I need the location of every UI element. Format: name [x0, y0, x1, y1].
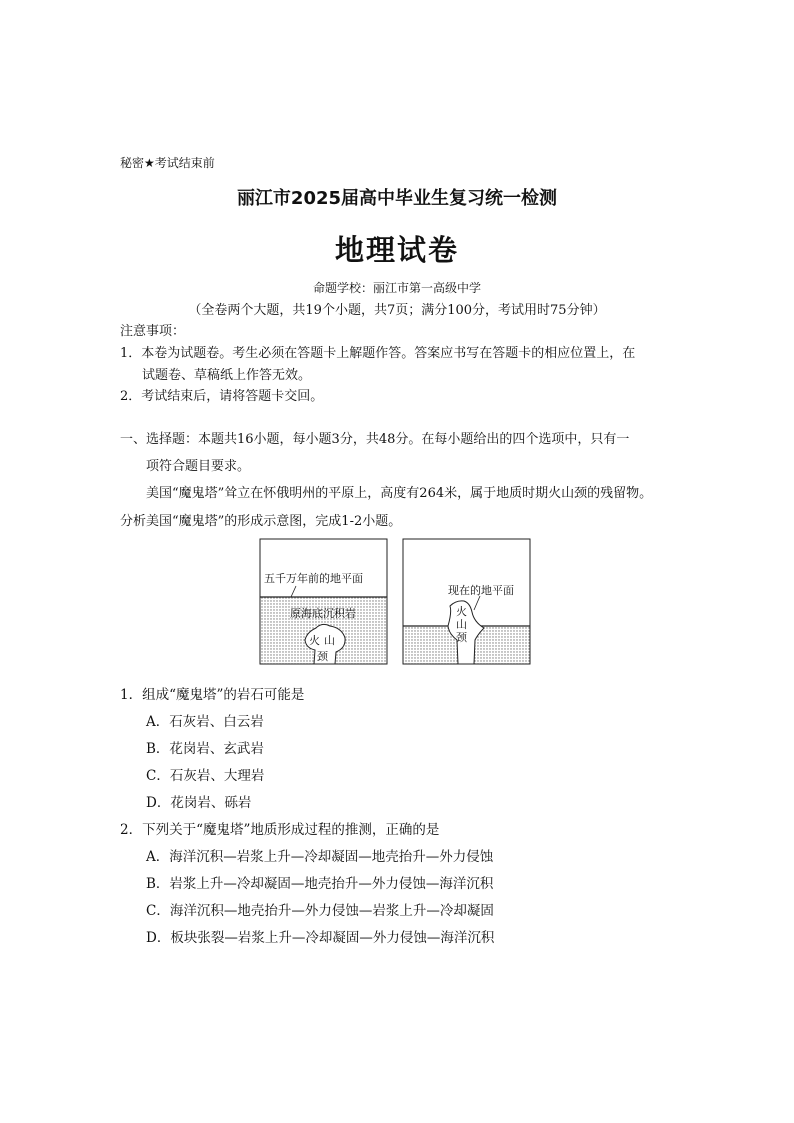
question-2-stem: 2．下列关于“魔鬼塔”地质形成过程的推测，正确的是 — [120, 822, 440, 838]
notice-title: 注意事项： — [120, 324, 186, 339]
neck-label-char-1: 火 — [309, 634, 320, 647]
notice-item-2: 2．考试结束后，请将答题卡交回。 — [120, 389, 324, 404]
question-2-option-a: A．海洋沉积—岩浆上升—冷却凝固—地壳抬升—外力侵蚀 — [146, 849, 494, 865]
diagram-left-panel — [260, 539, 387, 664]
ancient-ground-label: 五千万年前的地平面 — [264, 572, 363, 585]
question-1-option-d: D．花岗岩、砾岩 — [146, 795, 252, 811]
neck-label-char-1-right: 火 — [456, 605, 467, 618]
question-2-option-d: D．板块张裂—岩浆上升—冷却凝固—外力侵蚀—海洋沉积 — [146, 930, 495, 946]
notice-item-1: 1．本卷为试题卷。考生必须在答题卡上解题作答。答案应书写在答题卡的相应位置上，在 — [120, 346, 636, 361]
neck-label-char-3-right: 颈 — [456, 631, 467, 644]
question-2-option-c: C．海洋沉积—地壳抬升—外力侵蚀—岩浆上升—冷却凝固 — [146, 903, 494, 919]
exam-scope: （全卷两个大题，共19个小题，共7页；满分100分，考试用时75分钟） — [188, 303, 606, 318]
question-1-option-c: C．石灰岩、大理岩 — [146, 768, 265, 784]
neck-label-char-2: 山 — [324, 634, 335, 647]
question-2-option-b: B．岩浆上升—冷却凝固—地壳抬升—外力侵蚀—海洋沉积 — [146, 876, 494, 892]
confidential-mark: 秘密★考试结束前 — [120, 156, 215, 170]
sedimentary-rock-label: 原海底沉积岩 — [290, 607, 356, 620]
neck-label-char-2-right: 山 — [456, 618, 467, 631]
section-heading: 一、选择题：本题共16小题，每小题3分，共48分。在每小题给出的四个选项中，只有一 — [120, 432, 630, 447]
present-ground-label: 现在的地平面 — [448, 584, 514, 597]
notice-item-1-continued: 试题卷、草稿纸上作答无效。 — [142, 368, 312, 383]
question-1-option-b: B．花岗岩、玄武岩 — [146, 741, 264, 757]
diagram-right-panel — [403, 539, 530, 664]
question-1-option-a: A．石灰岩、白云岩 — [146, 714, 264, 730]
section-heading-continued: 项符合题目要求。 — [146, 459, 251, 474]
material-intro: 美国“魔鬼塔”耸立在怀俄明州的平原上，高度有264米，属于地质时期火山颈的残留物。 — [146, 486, 653, 501]
question-1-stem: 1．组成“魔鬼塔”的岩石可能是 — [120, 687, 305, 703]
exam-title: 丽江市2025届高中毕业生复习统一检测 — [236, 188, 558, 209]
subject-title: 地理试卷 — [334, 233, 459, 267]
material-intro-continued: 分析美国“魔鬼塔”的形成示意图，完成1-2小题。 — [120, 514, 402, 529]
neck-label-char-3: 颈 — [317, 650, 328, 663]
school-line: 命题学校：丽江市第一高级中学 — [312, 281, 481, 295]
